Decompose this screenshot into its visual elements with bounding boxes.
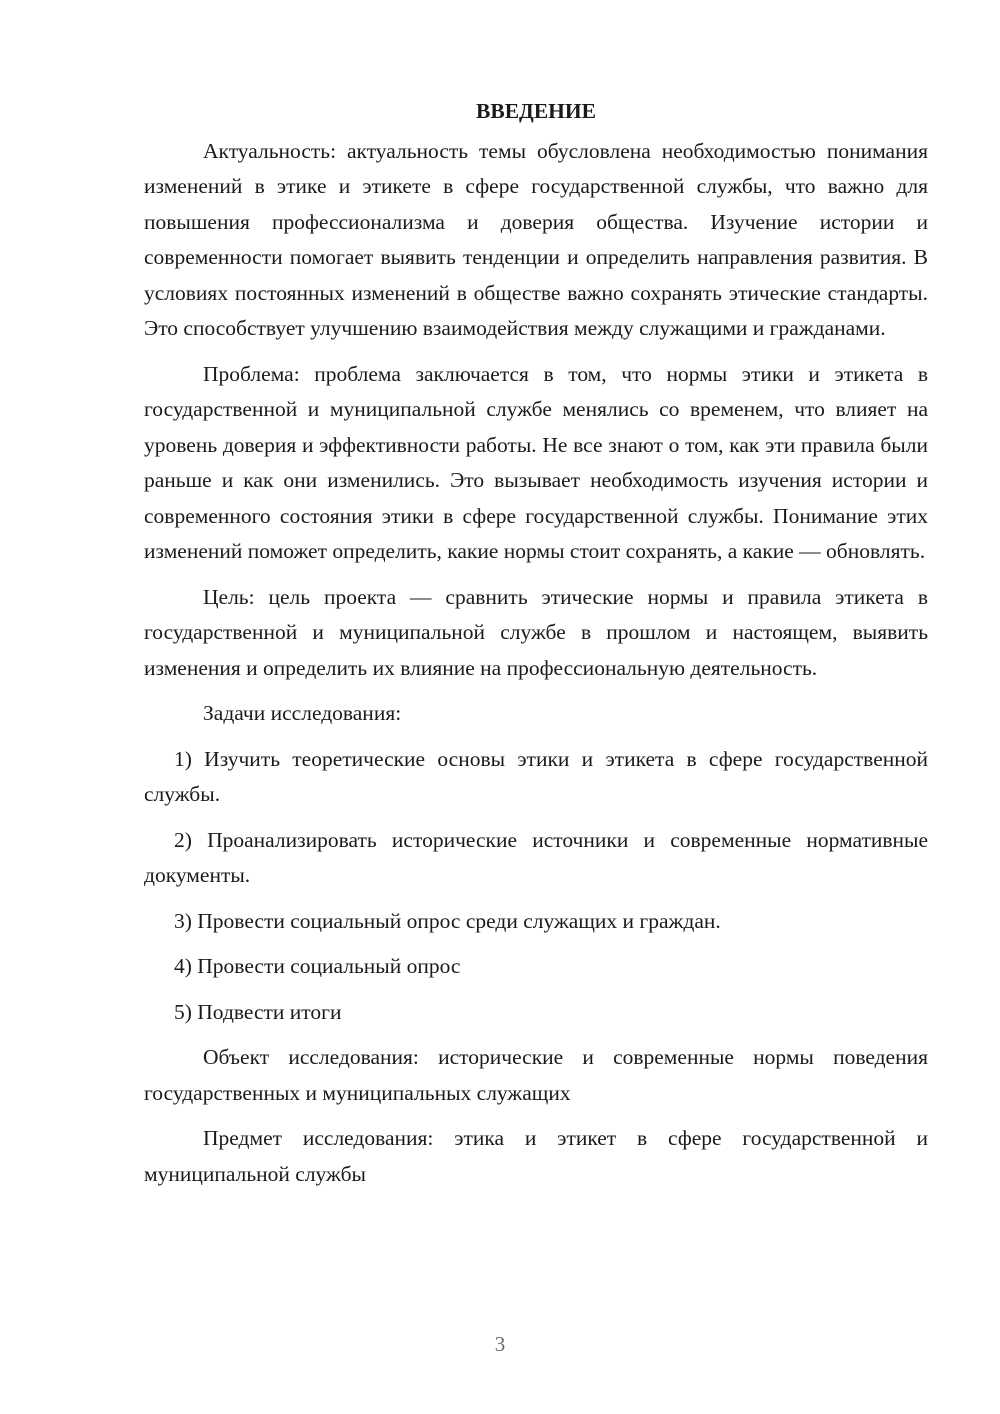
page-body — [144, 94, 928, 1202]
task-item: 1) Изучить теоретические основы этики и этикета в сфере государственной службы. — [144, 746, 928, 806]
section-title: ВВЕДЕНИЕ — [476, 99, 596, 123]
paragraph-subject: Предмет исследования: этика и этикет в сфере государственной и муниципальной службы — [144, 1126, 928, 1186]
paragraph-goal: Цель: цель проекта — сравнить этические нормы и правила этикета в государственной и муниципальной службе в прошлом и настоящем, выявить изменения и определить их влияние на профессиональную деятельность. — [144, 584, 928, 680]
task-item: 4) Провести социальный опрос — [174, 954, 461, 978]
task-item: 5) Подвести итоги — [174, 999, 342, 1024]
task-item: 2) Проанализировать исторические источники и современные нормативные документы. — [144, 827, 928, 887]
tasks-heading: Задачи исследования: — [203, 701, 402, 725]
page-number: 3 — [494, 1332, 506, 1356]
paragraph-object: Объект исследования: исторические и современные нормы поведения государственных и муниципальных служащих — [144, 1045, 928, 1105]
paragraph-problem: Проблема: проблема заключается в том, что нормы этики и этикета в государственной и муниципальной службе менялись со временем, что влияет на уровень доверия и эффективности работы. Не все знают о том, как эти правила были раньше и как они изменились. Это вызывает необходимость изучения истории и современного состояния этики в сфере государственной службы. Понимание этих изменений поможет определить, какие нормы стоит сохранять, а какие — обновлять. — [144, 361, 928, 563]
paragraph-relevance: Актуальность: актуальность темы обусловлена необходимостью понимания изменений в этике и этикете в сфере государственной службы, что важно для повышения профессионализма и доверия общества. Изучение истории и современности помогает выявить тенденции и определить направления развития. В условиях постоянных изменений в обществе важно сохранять этические стандарты. Это способствует улучшению взаимодействия между служащими и гражданами. — [144, 138, 928, 340]
task-item: 3) Провести социальный опрос среди служащих и граждан. — [174, 908, 721, 933]
